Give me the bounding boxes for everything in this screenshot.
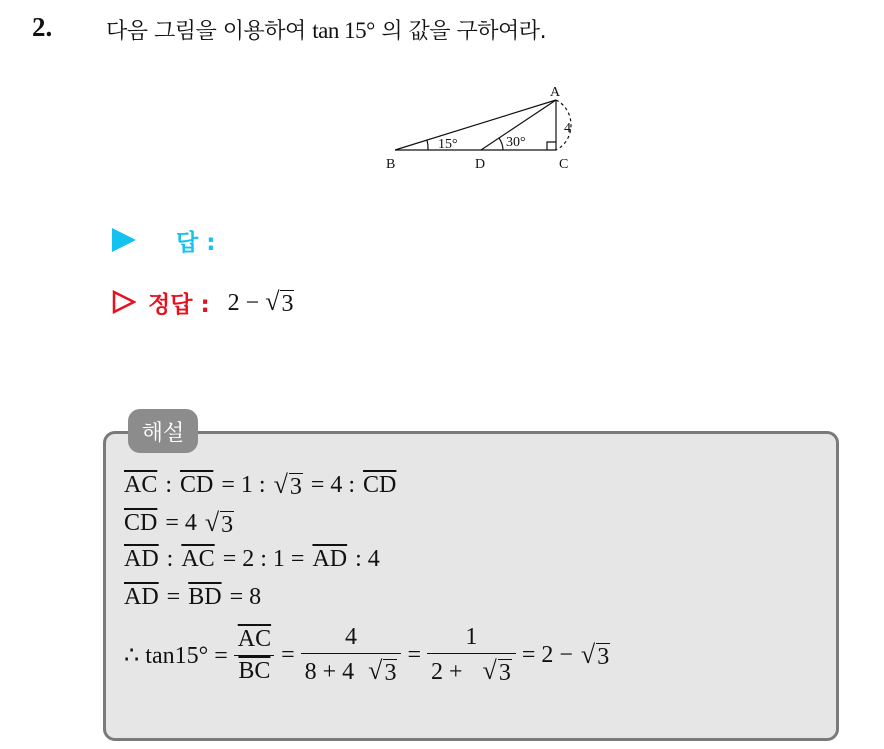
equals-text: : 4 — [355, 546, 380, 572]
solution-tag: 해설 — [128, 409, 198, 453]
radical: √ 3 — [204, 508, 234, 538]
question-math: tan 15° — [312, 18, 375, 43]
correct-answer-row — [112, 282, 294, 322]
segment-ac: $\overline{AC}$ — [181, 546, 215, 572]
segment-cd: $\overline{CD}$ — [180, 471, 214, 498]
ratio-sep: : — [165, 471, 173, 498]
segment-bd: $\overline{BD}$ — [188, 584, 222, 610]
right-angle-mark — [547, 142, 556, 150]
radical-arg: 3 — [289, 473, 302, 500]
solution-line-4 — [124, 584, 261, 611]
fraction-den — [427, 653, 516, 686]
question-text-after: 의 값을 구하여라. — [381, 19, 547, 44]
ratio-sep: : — [166, 546, 174, 572]
equals-text: = 2 : 1 = — [222, 546, 305, 572]
radical: √ 3 — [580, 640, 610, 670]
radical: √ 3 — [265, 287, 294, 317]
answer-row — [112, 222, 215, 258]
segment-cd: $\overline{CD}$ — [363, 471, 397, 498]
solution-line-1 — [124, 470, 396, 500]
equals-sign: = — [281, 641, 295, 668]
equals-text: = 2 − — [521, 641, 573, 668]
correct-answer-label: 정답 : — [148, 291, 210, 318]
radical: √ 3 — [368, 656, 397, 686]
fraction-ac-bc — [234, 626, 275, 685]
triangle-figure — [378, 80, 588, 180]
answer-label: 답 : — [176, 229, 216, 256]
therefore-tan-text: ∴ tan15° = — [124, 642, 228, 669]
segment-ad: $\overline{AD}$ — [124, 584, 159, 610]
angle-b-arc — [427, 140, 428, 150]
label-c: C — [559, 157, 569, 172]
radical-arg: 3 — [221, 511, 234, 538]
question-text — [106, 14, 546, 45]
label-a: A — [550, 85, 561, 100]
label-side-ac: 4 — [564, 121, 571, 136]
correct-answer-value — [228, 287, 295, 317]
fraction-num: 1 — [465, 624, 478, 650]
equals-sign: = — [407, 641, 421, 668]
den-text: 2 + — [431, 659, 469, 685]
equals-text: = — [166, 584, 181, 610]
solution-line-3 — [124, 546, 380, 573]
angle-d-arc — [499, 138, 503, 150]
solution-line-5 — [124, 624, 610, 686]
den-text: 8 + 4 — [304, 659, 355, 685]
segment-ad: $\overline{AD}$ — [124, 546, 159, 572]
fraction-den — [234, 655, 274, 685]
radical-arg: 3 — [597, 643, 610, 670]
question-number: 2. — [32, 12, 53, 42]
label-d: D — [475, 157, 486, 172]
segment-cd: $\overline{CD}$ — [124, 509, 158, 536]
label-angle-b: 15° — [438, 137, 458, 152]
radical: √ 3 — [273, 470, 302, 500]
radical-arg: 3 — [384, 659, 397, 686]
fraction-4-over — [301, 624, 402, 686]
label-b: B — [386, 157, 396, 172]
question-text-before: 다음 그림을 이용하여 — [106, 19, 306, 44]
correct-answer-prefix: 2 − — [227, 290, 260, 316]
fraction-num: $\overline{AC}$ — [237, 625, 272, 652]
equals-text: = 8 — [229, 584, 262, 610]
outline-triangle-icon — [112, 290, 136, 314]
solution-line-2 — [124, 508, 234, 538]
equals-text: = 4 : — [310, 471, 356, 498]
radical-arg: 3 — [498, 659, 511, 686]
label-angle-d: 30° — [506, 135, 526, 150]
equals-text: = 1 : — [221, 471, 266, 498]
segment-bc: BC — [238, 657, 271, 684]
segment-ac: $\overline{AC}$ — [124, 471, 158, 498]
radical: √ 3 — [482, 656, 511, 686]
fraction-num: 4 — [345, 624, 358, 650]
equals-text: = 4 — [165, 509, 197, 536]
segment-ba — [395, 100, 556, 150]
fraction-den — [301, 653, 402, 686]
fraction-1-over — [427, 624, 516, 686]
segment-ad: $\overline{AD}$ — [312, 546, 348, 572]
play-triangle-icon — [112, 228, 136, 252]
radical-arg: 3 — [281, 290, 294, 317]
